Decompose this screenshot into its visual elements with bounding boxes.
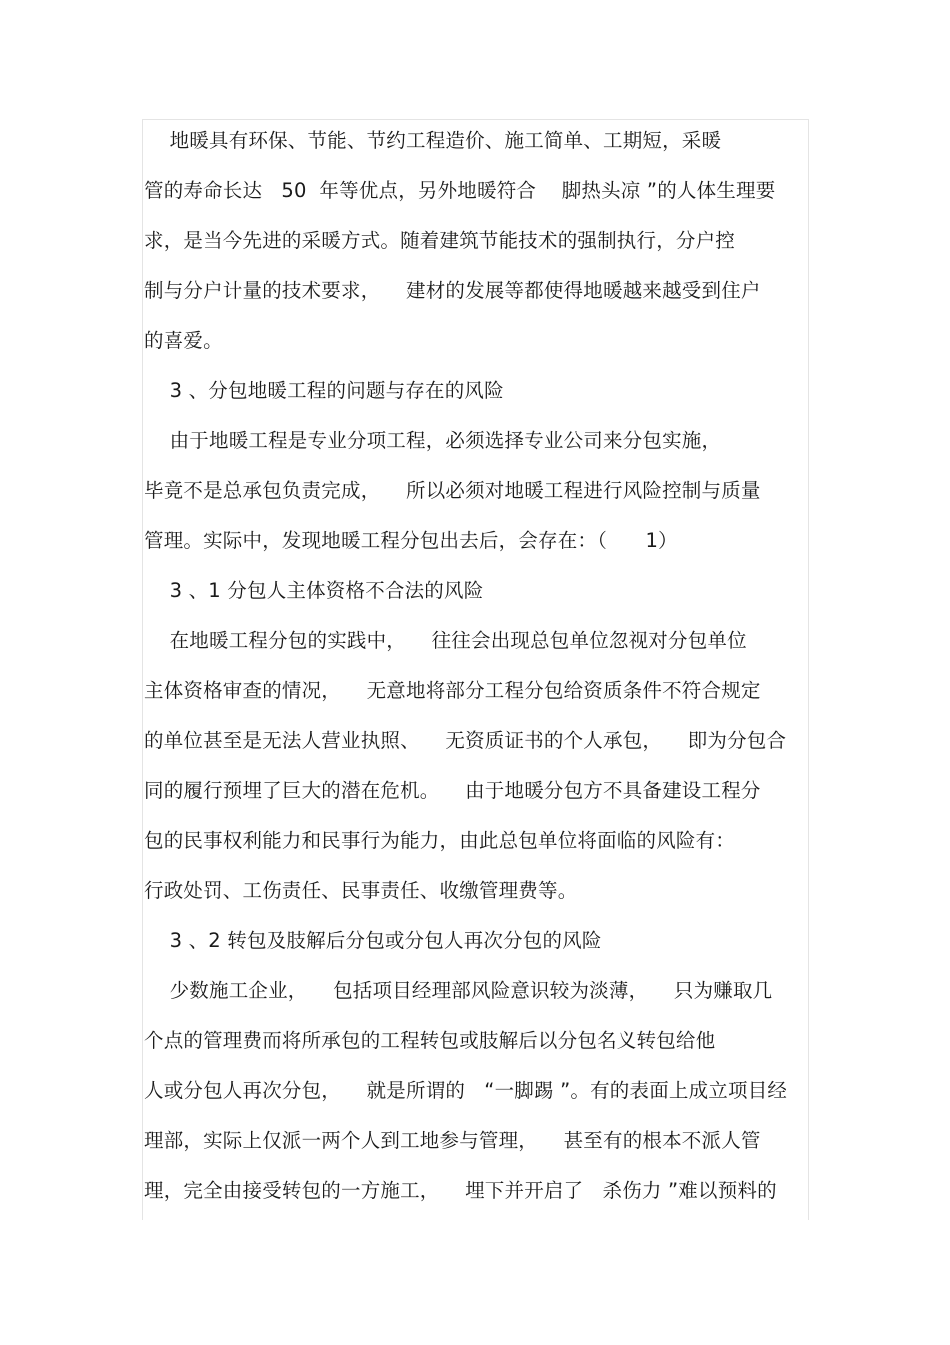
text-line: 同的履行预埋了巨大的潜在危机。 由于地暖分包方不具备建设工程分 — [144, 779, 761, 802]
text-line: 求，是当今先进的采暖方式。随着建筑节能技术的强制执行，分户控 — [144, 229, 736, 252]
text-line: 地暖具有环保、节能、节约工程造价、施工简单、工期短，采暖 — [144, 129, 722, 152]
text-line: 的单位甚至是无法人营业执照、 无资质证书的个人承包， 即为分包合 — [144, 729, 787, 752]
text-line: 行政处罚、工伤责任、民事责任、收缴管理费等。 — [144, 879, 578, 902]
text-line: 管理。实际中，发现地暖工程分包出去后，会存在：（ 1） — [144, 529, 678, 552]
text-line: 制与分户计量的技术要求， 建材的发展等都使得地暖越来越受到住户 — [144, 279, 761, 302]
text-line: 由于地暖工程是专业分项工程，必须选择专业公司来分包实施， — [144, 429, 722, 452]
text-line: 主体资格审查的情况， 无意地将部分工程分包给资质条件不符合规定 — [144, 679, 761, 702]
text-line: 包的民事权利能力和民事行为能力，由此总包单位将面临的风险有： — [144, 829, 736, 852]
section-heading: 3 、1 分包人主体资格不合法的风险 — [144, 579, 484, 602]
text-line: 人或分包人再次分包， 就是所谓的 “一脚踢 ”。有的表面上成立项目经 — [144, 1079, 788, 1102]
section-heading: 3 、2 转包及肢解后分包或分包人再次分包的风险 — [144, 929, 602, 952]
text-line: 理，完全由接受转包的一方施工， 埋下并开启了 杀伤力 ”难以预料的 — [144, 1179, 777, 1202]
section-heading: 3 、分包地暖工程的问题与存在的风险 — [144, 379, 504, 402]
text-line: 毕竟不是总承包负责完成， 所以必须对地暖工程进行风险控制与质量 — [144, 479, 761, 502]
text-line: 管的寿命长达 50 年等优点，另外地暖符合 脚热头凉 ”的人体生理要 — [144, 179, 776, 202]
text-line: 理部，实际上仅派一两个人到工地参与管理， 甚至有的根本不派人管 — [144, 1129, 761, 1152]
text-line: 个点的管理费而将所承包的工程转包或肢解后以分包名义转包给他 — [144, 1029, 716, 1052]
text-line: 少数施工企业， 包括项目经理部风险意识较为淡薄， 只为赚取几 — [144, 979, 773, 1002]
text-line: 在地暖工程分包的实践中， 往往会出现总包单位忽视对分包单位 — [144, 629, 747, 652]
text-line: 的喜爱。 — [144, 329, 223, 352]
